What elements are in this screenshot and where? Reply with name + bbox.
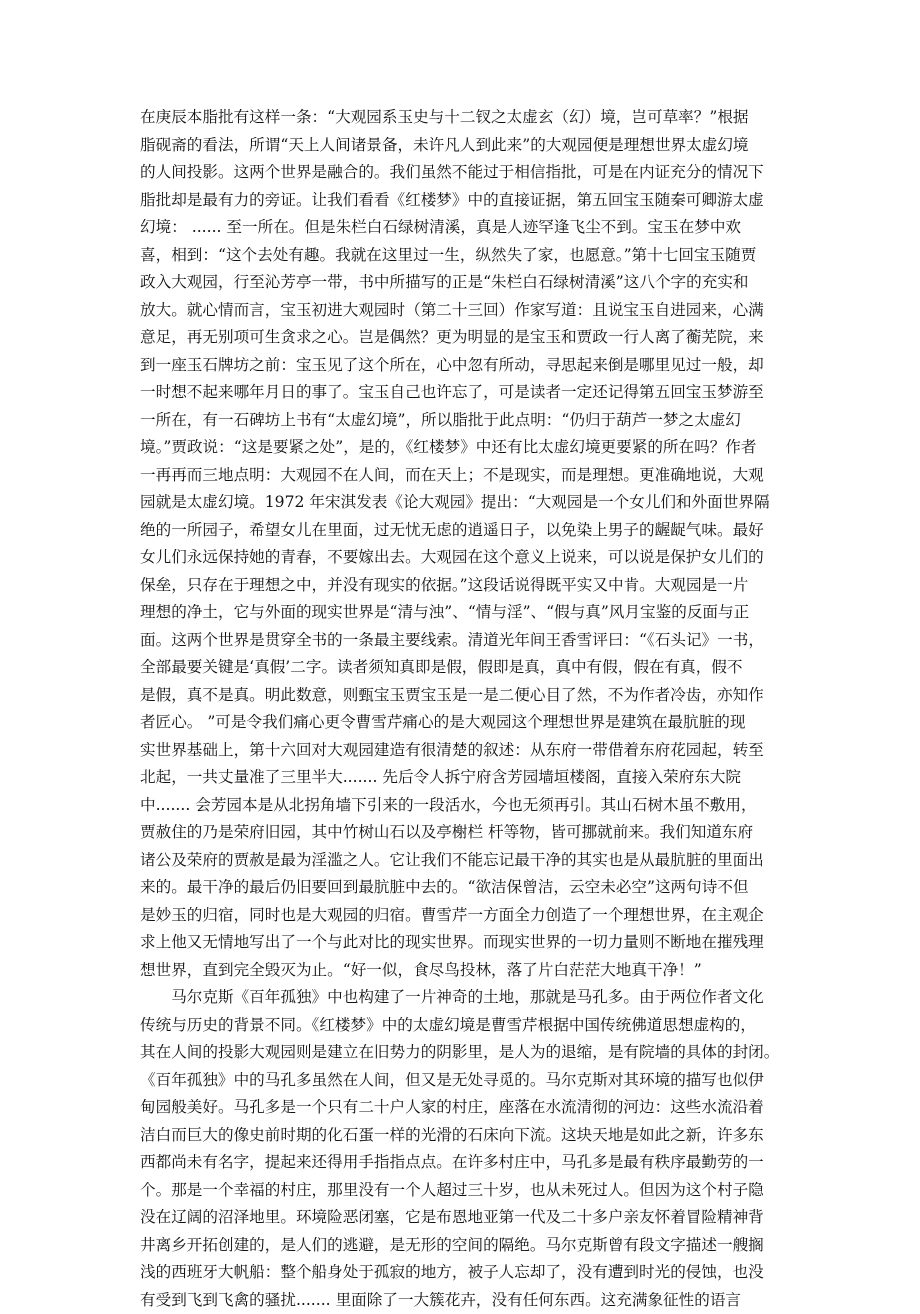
text-line: 想世界，直到完全毁灭为止。“好一似，食尽鸟投林，落了片白茫茫大地真干净！” xyxy=(140,957,781,985)
text-line: 幻境： ...... 至一所在。但是朱栏白石绿树清溪，真是人迹罕逢飞尘不到。宝玉在梦中欢 xyxy=(140,214,781,242)
text-line: 浅的西班牙大帆船：整个船身处于孤寂的地方，被子人忘却了，没有遭到时光的侵蚀，也没 xyxy=(140,1259,781,1287)
text-line: 个。那是一个幸福的村庄，那里没有一个人超过三十岁，也从未死过人。但因为这个村子隐 xyxy=(140,1177,781,1205)
paragraph-dream-of-red-mansions xyxy=(140,104,781,984)
text-line: 在庚辰本脂批有这样一条：“大观园系玉史与十二钗之太虚玄（幻）境，岂可草率？”根据 xyxy=(140,104,781,132)
text-line: 甸园般美好。马孔多是一个只有二十户人家的村庄，座落在水流清彻的河边：这些水流沿着 xyxy=(140,1094,781,1122)
text-line: 境。”贾政说：“这是要紧之处”，是的，《红楼梦》中还有比太虚幻境更要紧的所在吗？作者 xyxy=(140,434,781,462)
text-line: 绝的一所园子，希望女儿在里面，过无忧无虑的逍遥日子，以免染上男子的龌龊气味。最好 xyxy=(140,517,781,545)
text-line: 没在辽阔的沼泽地里。环境险恶闭塞，它是布恩地亚第一代及二十多户亲友怀着冒险精神背 xyxy=(140,1204,781,1232)
text-line: 的人间投影。这两个世界是融合的。我们虽然不能过于相信指批，可是在内证充分的情况下 xyxy=(140,159,781,187)
text-line: 园就是太虚幻境。1972 年宋淇发表《论大观园》提出：“大观园是一个女儿们和外面世界隔 xyxy=(140,489,781,517)
text-line: 全部最要关键是‘真假’二字。读者须知真即是假，假即是真，真中有假，假在有真，假不 xyxy=(140,654,781,682)
text-line: 马尔克斯《百年孤独》中也构建了一片神奇的土地，那就是马孔多。由于两位作者文化 xyxy=(140,984,781,1012)
text-line: 是假，真不是真。明此数意，则甄宝玉贾宝玉是一是二便心目了然，不为作者冷齿，亦知作 xyxy=(140,682,781,710)
text-line: 西都尚未有名字，提起来还得用手指指点点。在许多村庄中，马孔多是最有秩序最勤劳的一 xyxy=(140,1149,781,1177)
text-line: 贾赦住的乃是荣府旧园，其中竹树山石以及亭榭栏 杆等物，皆可挪就前来。我们知道东府 xyxy=(140,819,781,847)
text-line: 有受到飞到飞禽的骚扰....... 里面除了一大簇花卉，没有任何东西。这充满象征性的语言 xyxy=(140,1287,781,1314)
text-line: 洁白而巨大的像史前时期的化石蛋一样的光滑的石床向下流。这块天地是如此之新，许多东 xyxy=(140,1122,781,1150)
text-line: 求上他又无情地写出了一个与此对比的现实世界。而现实世界的一切力量则不断地在摧残理 xyxy=(140,929,781,957)
text-line: 到一座玉石牌坊之前：宝玉见了这个所在，心中忽有所动，寻思起来倒是哪里见过一般，却 xyxy=(140,352,781,380)
text-line: 放大。就心情而言，宝玉初进大观园时（第二十三回）作家写道：且说宝玉自进园来，心满 xyxy=(140,297,781,325)
text-line: 保垒，只存在于理想之中，并没有现实的依据。”这段话说得既平实又中肯。大观园是一片 xyxy=(140,572,781,600)
text-line: 是妙玉的归宿，同时也是大观园的归宿。曹雪芹一方面全力创造了一个理想世界，在主观企 xyxy=(140,902,781,930)
text-line: 诸公及荣府的贾赦是最为淫滥之人。它让我们不能忘记最干净的其实也是从最肮脏的里面出 xyxy=(140,847,781,875)
paragraph-hundred-years-of-solitude xyxy=(140,984,781,1314)
text-line: 《百年孤独》中的马孔多虽然在人间，但又是无处寻觅的。马尔克斯对其环境的描写也似伊 xyxy=(140,1067,781,1095)
text-line: 脂砚斋的看法，所谓“天上人间诸景备，未许凡人到此来”的大观园便是理想世界太虚幻境 xyxy=(140,132,781,160)
text-line: 者匠心。 ”可是令我们痛心更令曹雪芹痛心的是大观园这个理想世界是建筑在最肮脏的现 xyxy=(140,709,781,737)
text-line: 井离乡开拓创建的，是人们的逃避，是无形的空间的隔绝。马尔克斯曾有段文字描述一艘搁 xyxy=(140,1232,781,1260)
text-line: 喜，相到：“这个去处有趣。我就在这里过一生，纵然失了家，也愿意。”第十七回宝玉随贾 xyxy=(140,242,781,270)
text-line: 脂批却是最有力的旁证。让我们看看《红楼梦》中的直接证据，第五回宝玉随秦可卿游太虚 xyxy=(140,187,781,215)
text-line: 传统与历史的背景不同。《红楼梦》中的太虚幻境是曹雪芹根据中国传统佛道思想虚构的， xyxy=(140,1012,781,1040)
text-line: 北起，一共丈量准了三里半大....... 先后令人拆宁府含芳园墙垣楼阁，直接入荣府东大院 xyxy=(140,764,781,792)
text-line: 政入大观园，行至沁芳亭一带，书中所描写的正是“朱栏白石绿树清溪”这八个字的充实和 xyxy=(140,269,781,297)
text-line: 意足，再无别项可生贪求之心。岂是偶然？更为明显的是宝玉和贾政一行人离了蘅芜院，来 xyxy=(140,324,781,352)
text-line: 一时想不起来哪年月日的事了。宝玉自己也许忘了，可是读者一定还记得第五回宝玉梦游至 xyxy=(140,379,781,407)
text-line: 中....... 会芳园本是从北拐角墙下引来的一段活水，今也无须再引。其山石树木虽不敷用， xyxy=(140,792,781,820)
text-line: 其在人间的投影大观园则是建立在旧势力的阴影里，是人为的退缩，是有院墙的具体的封闭。 xyxy=(140,1039,781,1067)
document-body xyxy=(140,104,781,1314)
text-line: 一所在，有一石碑坊上书有“太虚幻境”，所以脂批于此点明：“仍归于葫芦一梦之太虚幻 xyxy=(140,407,781,435)
text-line: 理想的净土，它与外面的现实世界是“清与浊”、“情与淫”、“假与真”风月宝鉴的反面与正 xyxy=(140,599,781,627)
text-line: 一再再而三地点明：大观园不在人间，而在天上；不是现实，而是理想。更准确地说，大观 xyxy=(140,462,781,490)
text-line: 女儿们永远保持她的青春，不要嫁出去。大观园在这个意义上说来，可以说是保护女儿们的 xyxy=(140,544,781,572)
text-line: 面。这两个世界是贯穿全书的一条最主要线索。清道光年间王香雪评曰：“《石头记》一书， xyxy=(140,627,781,655)
text-line: 来的。最干净的最后仍旧要回到最肮脏中去的。“欲洁保曾洁，云空未必空”这两句诗不但 xyxy=(140,874,781,902)
text-line: 实世界基础上，第十六回对大观园建造有很清楚的叙述：从东府一带借着东府花园起，转至 xyxy=(140,737,781,765)
